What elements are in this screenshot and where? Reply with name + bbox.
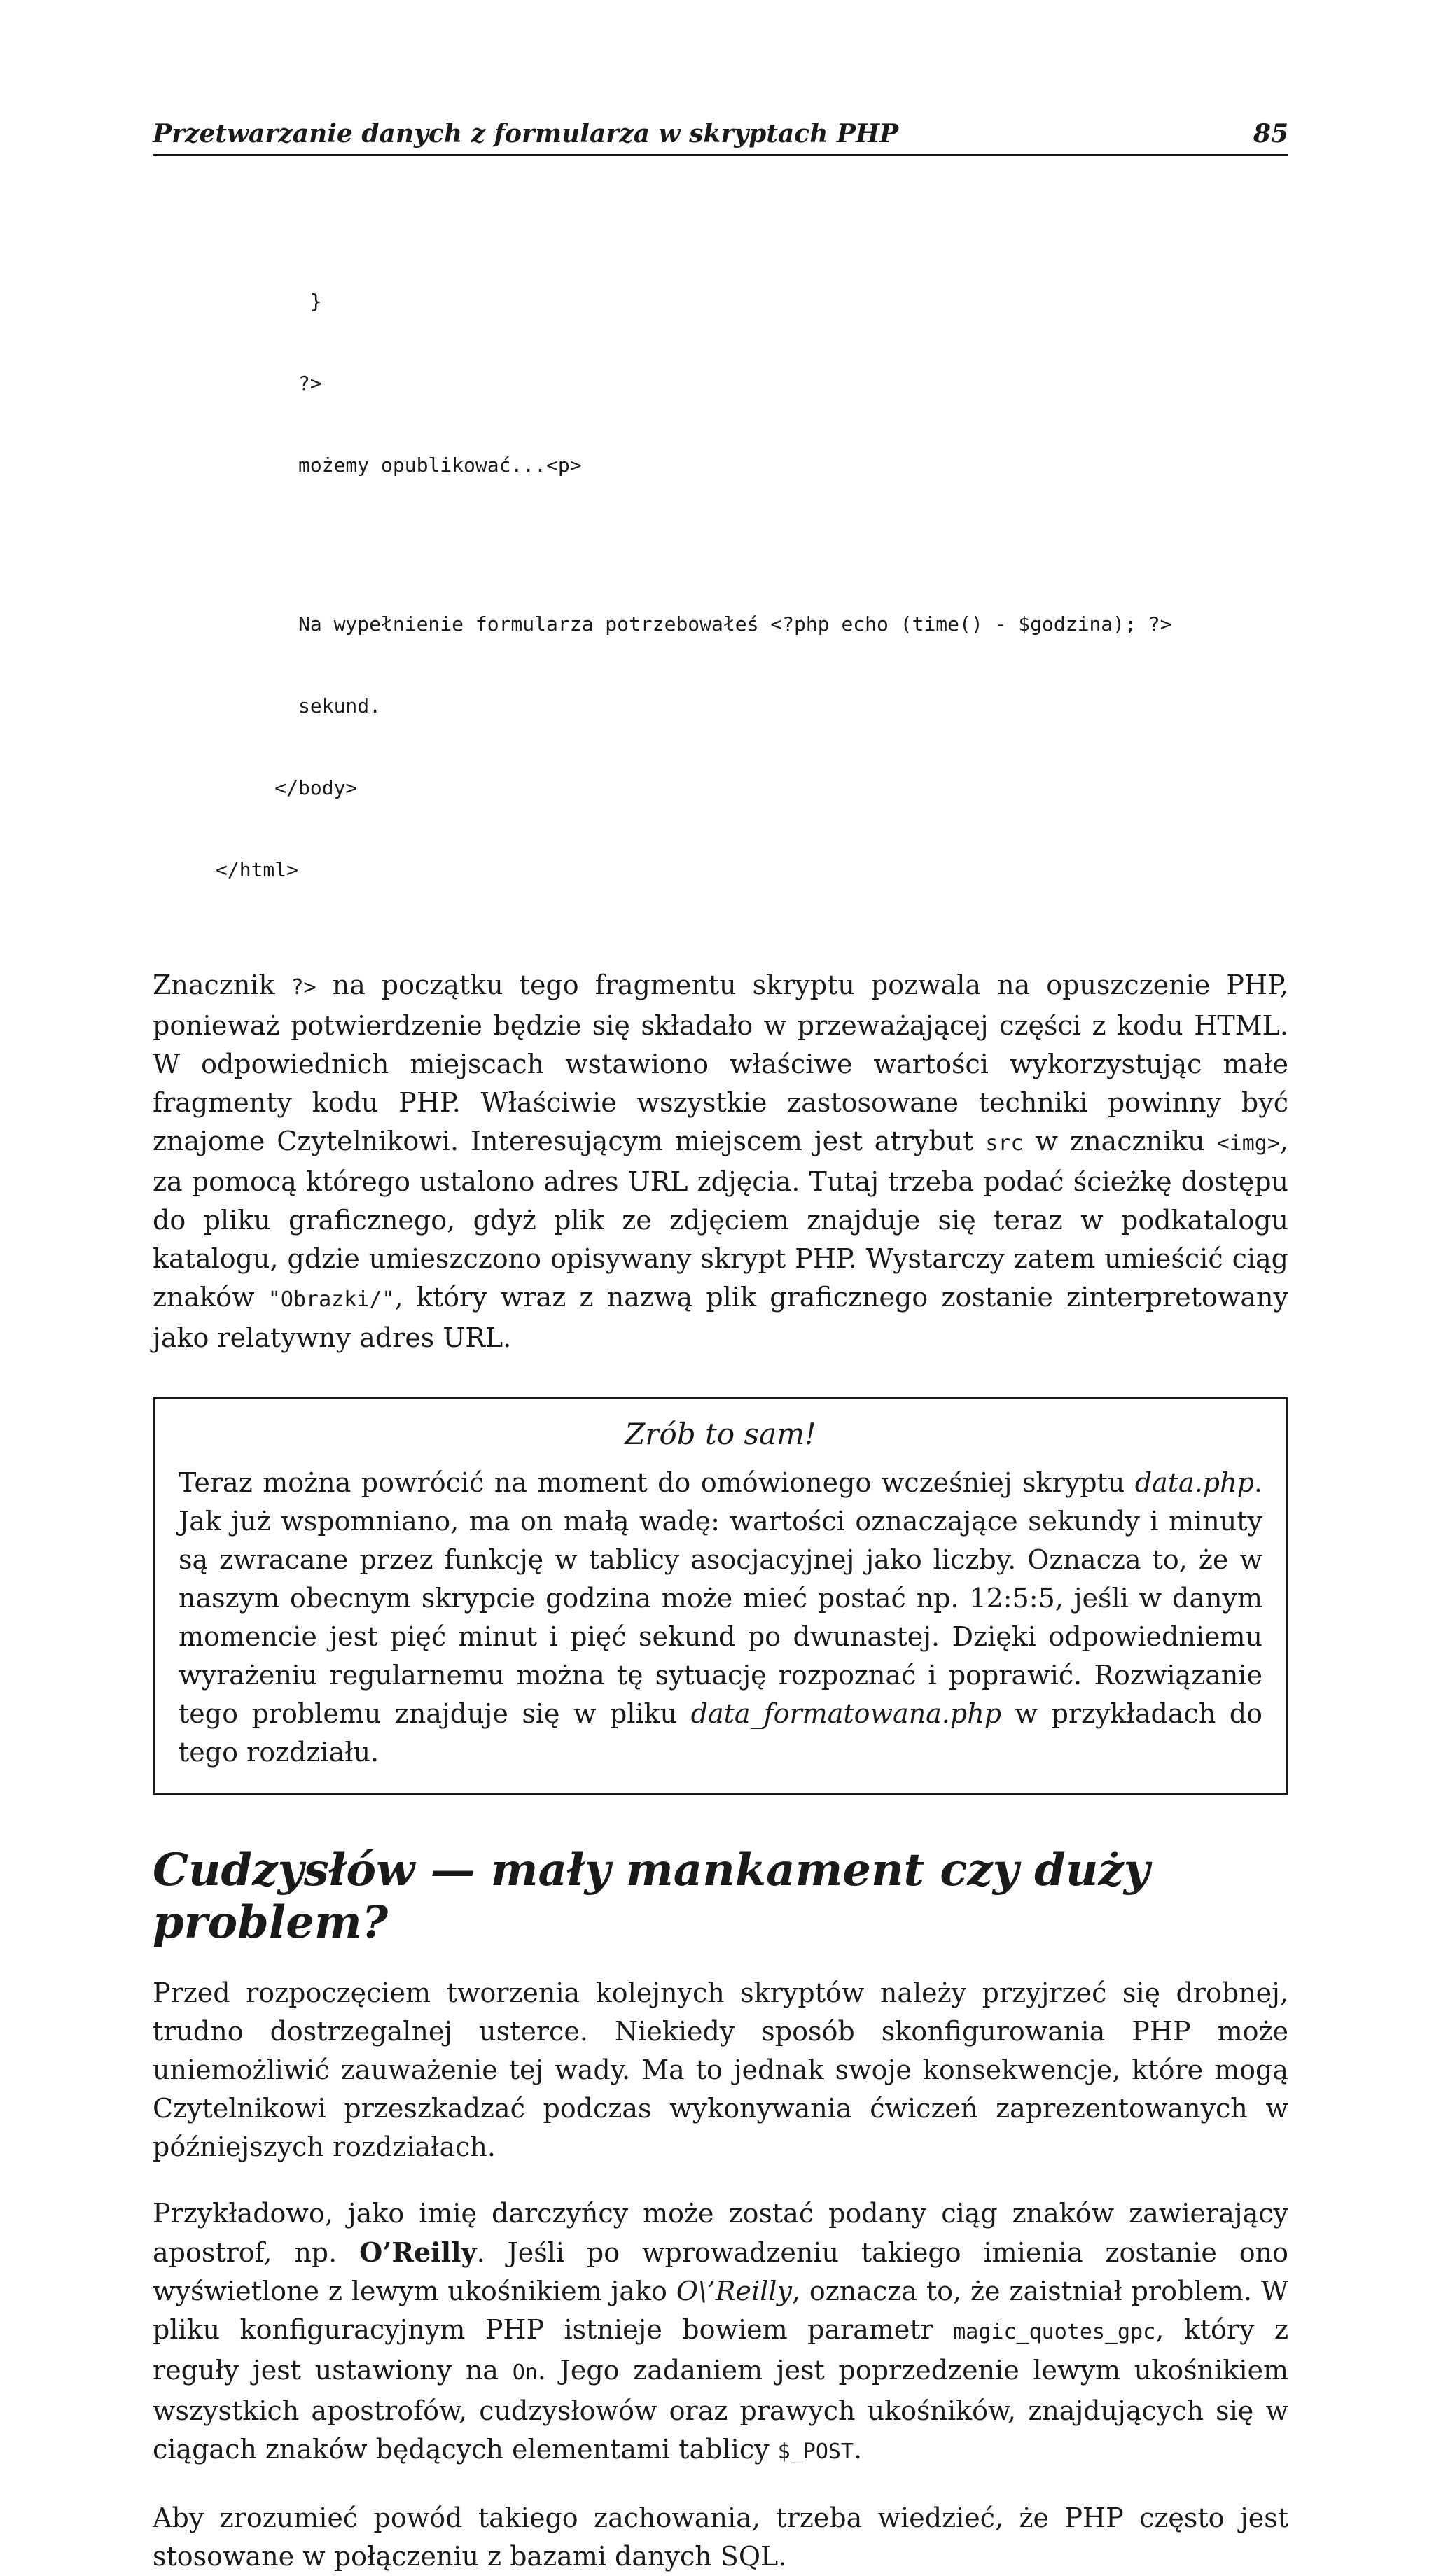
bold-name: O’Reilly [359,2236,477,2268]
filename: data_formatowana.php [690,1698,1002,1729]
exercise-box-text: Teraz można powrócić na moment do omówionego wcześniej skryptu data.php. Jak już wspomniano, ma on małą wadę: wartości oznaczające sekundy i minuty są zwracane przez funkcję w tablicy asocjacyjnej jako liczby. Oznacza to, że w naszym obecnym skrypcie godzina może mieć postać np. 12:5:5, jeśli w danym momencie jest pięć minut i pięć sekund po dwunastej. Dzięki odpowiedniemu wyrażeniu regularnemu można tę sytuację rozpoznać i poprawić. Rozwiązanie tego problemu znajduje się w pliku data_formatowana.php w przykładach do tego rozdziału. [179,1467,1262,1768]
inline-code: magic_quotes_gpc [953,2320,1156,2344]
inline-code: ?> [291,975,316,1000]
running-header [153,119,1288,156]
section-heading: Cudzysłów — mały mankament czy duży problem? [153,1844,1150,1949]
code-line: } [216,290,322,313]
inline-code: src [985,1131,1024,1156]
paragraph-intro: Przed rozpoczęciem tworzenia kolejnych skryptów należy przyjrzeć się drobnej, trudno dostrzegalnej usterce. Niekiedy sposób skonfigurowania PHP może uniemożliwić zauważenie tej wady. Ma to jednak swoje konsekwencje, które mogą Czytelnikowi przeszkadzać podczas wykonywania ćwiczeń zaprezentowanych w późniejszych rozdziałach. [153,1977,1288,2162]
paragraph-explanation: Znacznik ?> na początku tego fragmentu skryptu pozwala na opuszczenie PHP, ponieważ potwierdzenie będzie się składało w przeważającej części z kodu HTML. W odpowiednich miejscach wstawiono właściwe wartości wykorzystując małe fragmenty kodu PHP. Właściwie wszystkie zastosowane techniki powinny być znajome Czytelnikowi. Interesującym miejscem jest atrybut src w znaczniku <img>, za pomocą którego ustalono adres URL zdjęcia. Tutaj trzeba podać ścieżkę dostępu do pliku graficznego, gdyż plik ze zdjęciem znajduje się teraz w podkatalogu katalogu, gdzie umieszczono opisywany skrypt PHP. Wystarczy zatem umieścić ciąg znaków "Obrazki/", który wraz z nazwą plik graficznego zostanie zinterpretowany jako relatywny adres URL. [153,969,1288,1353]
code-line: możemy opublikować...<p> [216,454,582,477]
code-line: </body> [216,776,358,799]
inline-code: $_POST [777,2440,854,2464]
escaped-name: O\’Reilly [676,2276,792,2306]
code-line: sekund. [216,694,382,718]
inline-code: "Obrazki/" [267,1287,395,1312]
code-line [216,533,1288,556]
page-number: 85 [1253,119,1288,148]
code-line: ?> [216,372,322,395]
paragraph-example: Przykładowo, jako imię darczyńcy może zostać podany ciąg znaków zawierający apostrof, np. O’Reilly. Jeśli po wprowadzeniu takiego imienia zostanie ono wyświetlone z lewym ukośnikiem jako O\’Reilly, oznacza to, że zaistniał problem. W pliku konfiguracyjnym PHP istnieje bowiem parametr magic_quotes_gpc, który z reguły jest ustawiony na On. Jego zadaniem jest poprzedzenie lewym ukośnikiem wszystkich apostrofów, cudzysłowów oraz prawych ukośników, znajdujących się w ciągach znaków będących elementami tablicy $_POST. [153,2198,1289,2465]
exercise-box-title: Zrób to sam! [625,1417,816,1451]
paragraph-conclusion: Aby zrozumieć powód takiego zachowania, trzeba wiedzieć, że PHP często jest stosowane w połączeniu z bazami danych SQL. [153,2502,1288,2572]
code-line: Na wypełnienie formularza potrzebowałeś <?php echo (time() - $godzina); ?> [216,612,1172,636]
inline-code: <img> [1216,1131,1280,1156]
code-line: </html> [216,858,299,881]
exercise-box [153,1396,1288,1795]
header-title: Przetwarzanie danych z formularza w skryptach PHP [153,119,899,148]
inline-code: On [512,2360,538,2385]
filename: data.php [1134,1467,1254,1498]
book-page [153,119,1288,2576]
code-listing [216,233,1288,938]
